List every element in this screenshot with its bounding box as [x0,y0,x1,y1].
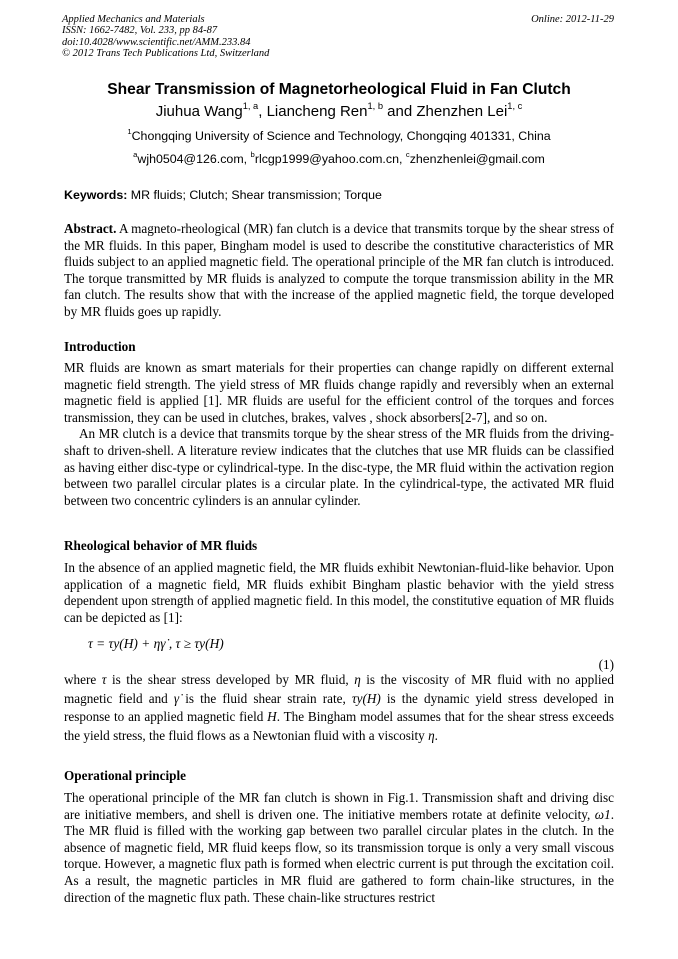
text-run: is the viscosity of MR fluid with no applied magnetic field and [64,672,614,706]
text-run: . [434,727,438,743]
email-mark: b [250,150,255,160]
doi-line: doi:10.4028/www.scientific.net/AMM.233.84 [62,36,251,48]
author-email: rlcgp1999@yahoo.com.cn, [254,152,406,166]
paper-title: Shear Transmission of Magnetorheological Fluid in Fan Clutch [107,81,571,98]
symbol-tau: τ [101,672,107,687]
paragraph: An MR clutch is a device that transmits torque by the shear stress of the MR fluids from the driving-shaft to driven-shell. A literature review indicates that the clutches that use MR fluids can be classified as having either disc-type or cylindrical-type. In the disc-type, the MR fluid within the activation region between two parallel circular plates is a circular plate. In the cylindrical-type, the activated MR fluid between two concentric cylinders is an annular cylinder. [64,426,614,508]
email-mark: a [133,150,138,160]
symbol-eta: η [354,672,361,687]
affiliation [0,129,678,143]
operational-body [64,790,614,906]
author-affil-mark: 1, b [367,101,383,112]
affiliation-text: Chongqing University of Science and Technology, Chongqing 401331, China [131,129,551,143]
text-run: is the dynamic yield stress developed in response to an applied magnetic field [64,690,614,725]
symbol-eta: η [428,727,435,743]
section-heading-introduction: Introduction [64,339,136,354]
text-run: . The MR fluid is filled with the working gap between two parallel circular plates in the clutch. In the absence of magnetic field, MR fluid keeps flow, so its transmission torque is only a very small viscous torque. However, a magnetic flux path is formed when electric current is put through the excitation coil. As a result, the magnetic particles in MR fluid are gathered to form chain-like structures, in the direction of the magnetic flux path. These chain-like structures restrict [64,806,614,905]
text-run: is the fluid shear strain rate, [179,690,352,706]
text-run: The operational principle of the MR fan clutch is shown in Fig.1. Transmission shaft and driving disc are initiative members, and shell is driven one. The initiative members rotate at definite velocity, [64,790,614,822]
author-name: Liancheng Ren [266,103,368,120]
abstract-text: A magneto-rheological (MR) fan clutch is a device that transmits torque by the shear stress of the MR fluids. In this paper, Bingham model is used to describe the constitutive characteristics of MR fluids subject to an applied magnetic field. The operational principle of the MR fan clutch is introduced. The torque transmitted by MR fluids is analyzed to compute the torque transmission ability in the MR fan clutch. The results show that with the increase of the applied magnetic field, the torque developed by MR fluids goes up rapidly. [64,221,614,319]
author-affil-mark: 1, c [507,101,523,112]
author-name: Jiuhua Wang [155,103,243,120]
paragraph: In the absence of an applied magnetic field, the MR fluids exhibit Newtonian-fluid-like behavior. Upon application of a magnetic field, MR fluids exhibit Bingham plastic behavior with the yield stress dependent upon strength of applied magnetic field. In this model, the constitutive equation of MR fluids can be depicted as [1]: [64,560,614,625]
text-run: . The Bingham model assumes that for the shear stress exceeds the yield stress, the fluid flows as a Newtonian fluid with a viscosity [64,709,614,743]
author-affil-mark: 1, a [242,101,259,112]
equation-bingham: τ = τy(H) + ηγ̇ , τ ≥ τy(H) [88,636,224,651]
author-name: Zhenzhen Lei [416,103,508,120]
symbol-h: H [267,709,277,725]
text-run: where [64,672,102,687]
copyright-line: © 2012 Trans Tech Publications Ltd, Switzerland [62,47,270,59]
rheology-body [64,560,614,626]
author-list [0,103,678,120]
keywords [64,188,382,202]
section-heading-rheology: Rheological behavior of MR fluids [64,538,258,553]
text-run: is the shear stress developed by MR fluid, [106,672,355,687]
affiliation-mark: 1 [127,127,132,137]
journal-header [62,14,269,59]
abstract-label: Abstract. [64,221,117,236]
section-heading-operational: Operational principle [64,768,186,783]
rheology-variables [64,671,614,745]
author-email: wjh0504@126.com, [137,152,251,166]
online-date: Online: 2012-11-29 [531,14,614,25]
journal-name: Applied Mechanics and Materials [62,14,205,25]
author-email: zhenzhenlei@gmail.com [409,152,545,166]
email-mark: c [405,150,410,160]
equation-number: (1) [598,657,614,672]
paragraph: MR fluids are known as smart materials for their properties can change rapidly on different external magnetic field strength. The yield stress of MR fluids change rapidly and reversibly when an external magnetic field is applied [1]. MR fluids are useful for the efficient control of the torques and forces transmission, they can be used in clutches, brakes, valves , shock absorbers[2-7], and so on. [64,360,614,425]
keywords-label: Keywords: [64,188,128,202]
keywords-text: MR fluids; Clutch; Shear transmission; Torque [127,188,382,202]
author-emails [0,152,678,166]
author-conjunction: and [383,103,417,120]
symbol-gamma-dot: γ̇ [173,690,180,706]
author-separator: , [258,103,267,120]
issn-line: ISSN: 1662-7482, Vol. 233, pp 84-87 [62,25,218,37]
symbol-omega: ω1 [594,806,611,822]
introduction-body [64,360,614,509]
abstract [64,221,614,321]
symbol-tau-y: τy(H) [351,690,381,706]
